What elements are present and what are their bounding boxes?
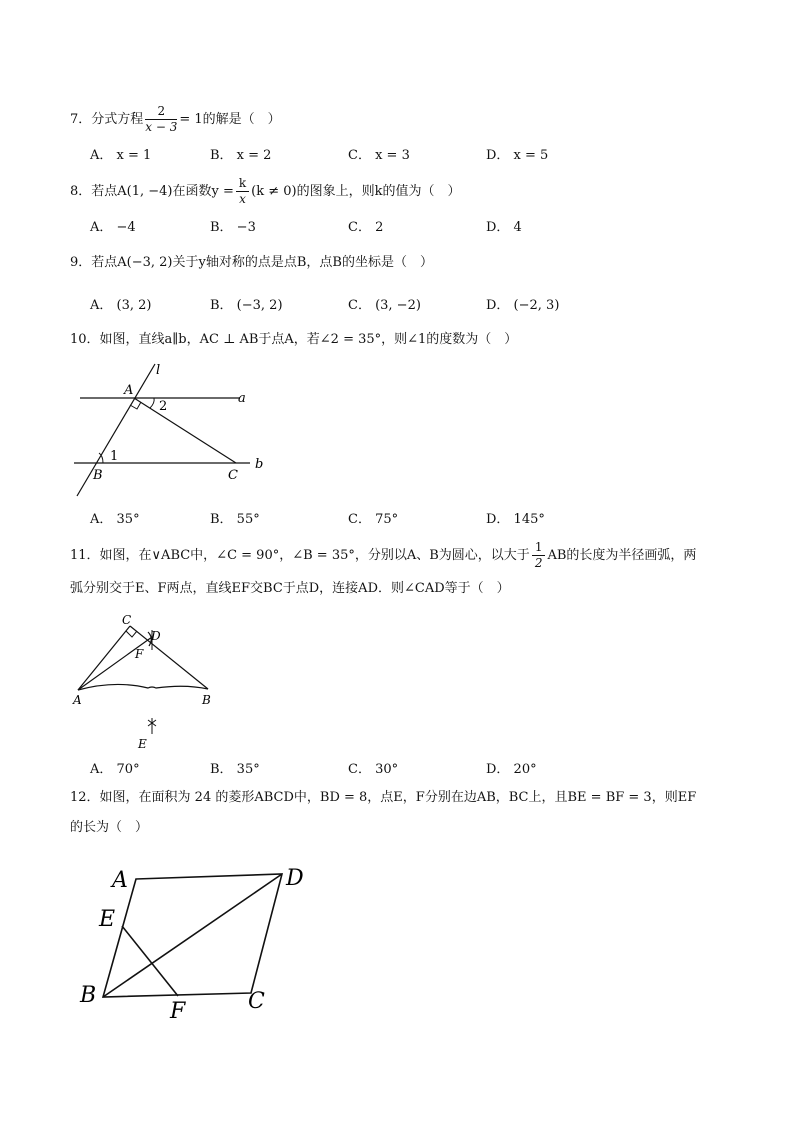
q11-option-c: C． 30°	[348, 762, 399, 777]
q9-option-c: C． (3, −2)	[348, 298, 421, 313]
q7-prefix: 7．分式方程	[70, 112, 144, 127]
label-line-a: a	[238, 391, 246, 406]
q11-fraction	[532, 540, 546, 571]
q8-suffix: (k ≠ 0)的图象上，则k的值为（ ）	[251, 184, 461, 199]
q7-frac-num: 2	[145, 104, 177, 120]
q8-option-b: B． −3	[210, 220, 256, 235]
label-e: E	[99, 907, 116, 932]
arc-bottom	[78, 684, 208, 690]
q7-option-c: C． x = 3	[348, 148, 410, 163]
label-a: A	[112, 868, 128, 893]
q10-figure	[70, 360, 280, 500]
right-angle-mark	[126, 631, 137, 637]
question-10: 10．如图，直线a∥b，AC ⊥ AB于点A，若∠2 = 35°，则∠1的度数为（ ）	[70, 332, 518, 347]
q11-frac-num: 1	[532, 540, 546, 556]
label-line-b: b	[255, 457, 264, 472]
angle-2-arc	[150, 398, 154, 408]
question-11-line2: 弧分别交于E、F两点，直线EF交BC于点D，连接AD．则∠CAD等于（ ）	[70, 581, 510, 596]
q7-option-b: B． x = 2	[210, 148, 272, 163]
question-8	[70, 176, 730, 207]
label-a: A	[73, 693, 82, 707]
q10-diagram	[70, 360, 280, 500]
label-b: B	[80, 983, 97, 1008]
label-c: C	[122, 613, 132, 627]
q7-fraction	[145, 104, 177, 135]
q9-options	[90, 294, 730, 314]
question-11-line1	[70, 540, 730, 571]
q7-option-a: A． x = 1	[90, 148, 152, 163]
q8-options	[90, 216, 730, 236]
q9-option-a: A． (3, 2)	[90, 298, 152, 313]
q8-option-d: D． 4	[486, 220, 522, 235]
label-c: C	[248, 989, 265, 1014]
q8-frac-den: x	[239, 192, 246, 206]
q11-figure	[70, 610, 220, 755]
q8-fraction	[236, 176, 249, 207]
q10-option-b: B． 55°	[210, 512, 260, 527]
q8-prefix: 8．若点A(1, −4)在函数y =	[70, 184, 234, 199]
q11-diagram	[70, 610, 220, 755]
q8-option-a: A． −4	[90, 220, 136, 235]
line-l	[77, 364, 155, 496]
question-12-line2: 的长为（ ）	[70, 820, 149, 835]
question-12-line1: 12．如图，在面积为 24 的菱形ABCD中，BD = 8，点E，F分别在边AB，BC上，且BE = BF = 3，则EF	[70, 790, 697, 805]
q10-option-d: D． 145°	[486, 512, 545, 527]
q10-option-c: C． 75°	[348, 512, 399, 527]
q11-suffix: AB的长度为半径画弧，两	[547, 548, 697, 563]
q12-figure	[70, 860, 320, 1025]
label-d: D	[151, 629, 161, 643]
label-b-point: B	[93, 468, 103, 483]
label-l: l	[156, 363, 161, 378]
q7-frac-den: x − 3	[145, 120, 178, 134]
q11-option-b: B． 35°	[210, 762, 260, 777]
q9-option-d: D． (−2, 3)	[486, 298, 560, 313]
label-d: D	[286, 866, 304, 891]
q9-option-b: B． (−3, 2)	[210, 298, 283, 313]
q11-option-d: D． 20°	[486, 762, 537, 777]
label-angle-2: 2	[159, 399, 168, 414]
q11-options	[90, 758, 730, 778]
q8-frac-num: k	[236, 176, 249, 192]
segment-ac	[134, 398, 236, 463]
q11-prefix: 11．如图，在∨ABC中，∠C = 90°，∠B = 35°，分别以A、B为圆心，以大于	[70, 548, 530, 563]
segment-ef	[122, 926, 178, 996]
label-e: E	[138, 737, 147, 751]
q10-options	[90, 508, 730, 528]
label-a-point: A	[124, 383, 134, 398]
q10-option-a: A． 35°	[90, 512, 140, 527]
label-f: F	[135, 647, 144, 661]
q11-frac-den: 2	[534, 556, 543, 570]
q7-option-d: D． x = 5	[486, 148, 549, 163]
q7-options	[90, 144, 730, 164]
q12-diagram	[70, 860, 320, 1025]
q7-suffix: = 1的解是（ ）	[179, 112, 281, 127]
label-c-point: C	[228, 468, 238, 483]
q11-option-a: A． 70°	[90, 762, 140, 777]
question-7	[70, 104, 730, 135]
q8-option-c: C． 2	[348, 220, 384, 235]
label-angle-1: 1	[110, 449, 119, 464]
label-b: B	[202, 693, 211, 707]
label-f: F	[170, 999, 186, 1024]
question-9: 9．若点A(−3, 2)关于y轴对称的点是点B，点B的坐标是（ ）	[70, 255, 433, 270]
